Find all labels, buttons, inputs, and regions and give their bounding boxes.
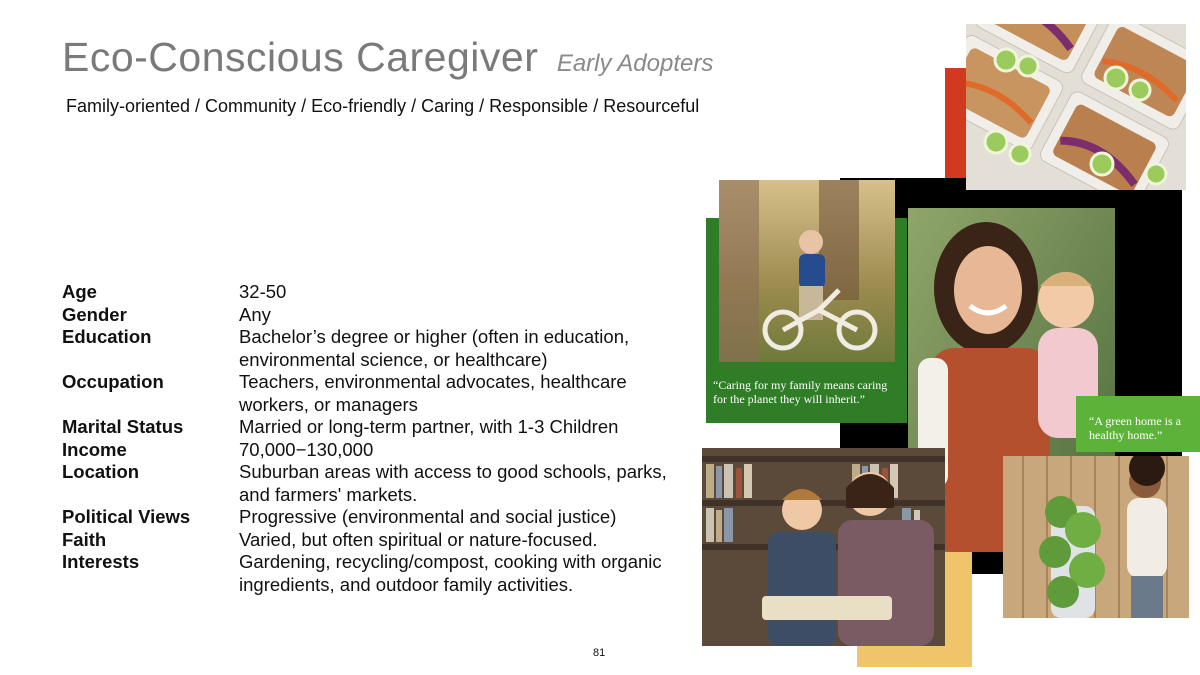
profile-row-interests	[62, 551, 692, 596]
profile-value: Married or long-term partner, with 1-3 Children	[239, 416, 619, 437]
profile-label: Gender	[62, 303, 127, 325]
library-reading-photo	[702, 448, 945, 646]
profile-value: Progressive (environmental and social justice)	[239, 506, 617, 527]
profile-value: 32-50	[239, 281, 287, 302]
gardening-illustration	[1003, 456, 1189, 618]
profile-value: Any	[239, 303, 271, 325]
page-subtitle: Early Adopters	[556, 50, 714, 77]
gardening-photo	[1003, 456, 1189, 618]
profile-row-income	[62, 439, 692, 462]
profile-label: Marital Status	[62, 416, 184, 437]
profile-row-occupation	[62, 371, 692, 416]
profile-label: Age	[62, 281, 97, 302]
meal-prep-illustration	[966, 24, 1186, 190]
persona-tagline: Family-oriented / Community / Eco-friendly / Caring / Responsible / Resourceful	[66, 96, 700, 116]
profile-value: Varied, but often spiritual or nature-focused.	[239, 528, 598, 550]
page-title: Eco-Conscious Caregiver	[62, 34, 539, 80]
family-quote: “Caring for my family means caring for the planet they will inherit.”	[713, 378, 888, 406]
profile-label: Education	[62, 326, 152, 347]
home-quote: “A green home is a healthy home.”	[1089, 414, 1181, 442]
profile-row-marital-status	[62, 416, 692, 439]
profile-label: Location	[62, 461, 140, 482]
title-row	[62, 34, 713, 81]
profile-row-age	[62, 281, 692, 304]
profile-row-location	[62, 461, 692, 506]
profile-value: Bachelor’s degree or higher (often in education, environmental science, or healthcare)	[239, 326, 630, 370]
family-bike-photo	[719, 180, 895, 362]
page-number: 81	[593, 647, 606, 659]
profile-row-faith	[62, 529, 692, 552]
profile-label: Interests	[62, 551, 140, 572]
profile-row-political-views	[62, 506, 692, 529]
profile-label: Occupation	[62, 371, 164, 392]
library-reading-illustration	[702, 448, 945, 646]
profile-value: 70,000−130,000	[239, 438, 374, 460]
profile-label: Income	[62, 438, 127, 460]
profile-details	[62, 281, 692, 596]
profile-label: Political Views	[62, 506, 191, 527]
profile-value: Suburban areas with access to good schools, parks, and farmers' markets.	[239, 461, 667, 505]
meal-prep-photo	[966, 24, 1186, 190]
profile-value: Teachers, environmental advocates, healthcare workers, or managers	[239, 371, 627, 415]
profile-label: Faith	[62, 528, 107, 550]
profile-row-gender	[62, 304, 692, 327]
profile-value: Gardening, recycling/compost, cooking with organic ingredients, and outdoor family activities.	[239, 551, 662, 595]
family-bike-illustration	[719, 180, 895, 362]
profile-row-education	[62, 326, 692, 371]
